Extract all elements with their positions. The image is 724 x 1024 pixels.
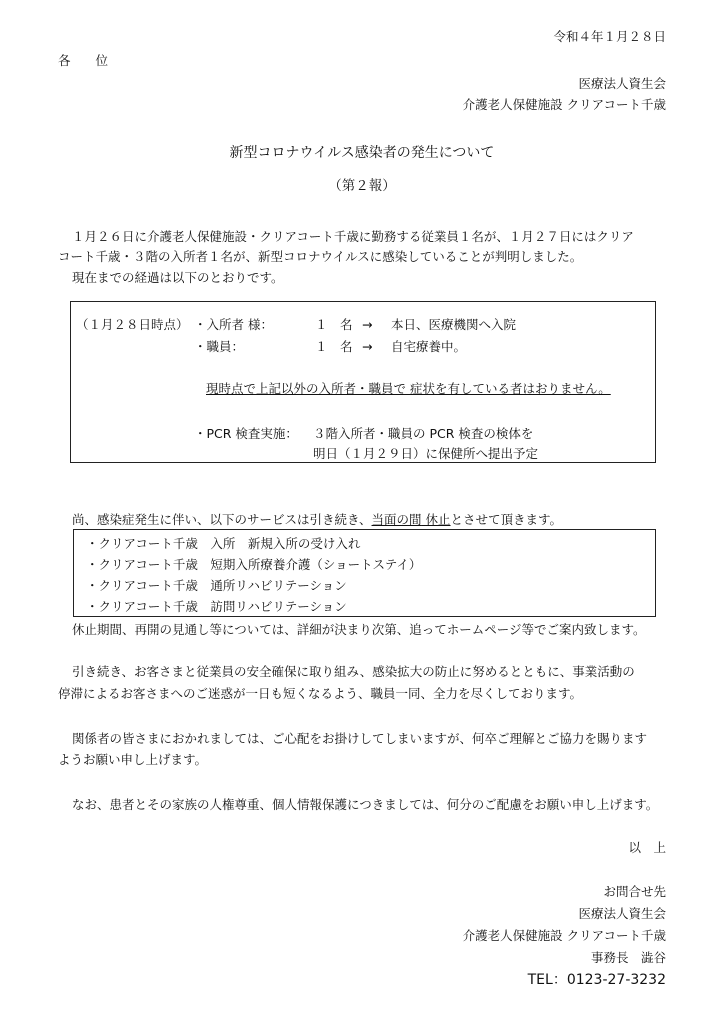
contact-tel: TEL：0123-27-3232	[527, 972, 666, 988]
paragraph-1-line-1: 引き続き、お客さまと従業員の安全確保に取り組み、感染拡大の防止に努めるとともに、事業活動の	[72, 664, 635, 679]
sender-org: 医療法人資生会	[578, 76, 666, 91]
services-after: 休止期間、再開の見通し等については、詳細が決まり次第、追ってホームページ等でご案内致します。	[72, 622, 646, 637]
paragraph-3: なお、患者とその家族の人権尊重、個人情報保護につきましては、何分のご配慮をお願い申し上げます。	[72, 797, 659, 812]
status-as-of: （１月２８日時点）	[76, 317, 189, 332]
services-period-text: 当面の間	[371, 512, 422, 527]
paragraph-2-line-2: ようお願い申し上げます。	[58, 752, 208, 767]
services-intro-post: とさせて頂きます。	[450, 512, 563, 527]
recipient: 各 位	[58, 53, 109, 68]
service-item: ・クリアコート千歳 通所リハビリテーション	[86, 578, 347, 593]
intro-line-3: 現在までの経過は以下のとおりです。	[72, 270, 284, 285]
document-subtitle: （第２報）	[328, 178, 396, 194]
contact-heading: お問合せ先	[603, 884, 666, 899]
document-date: 令和４年１月２８日	[553, 29, 666, 44]
closing: 以 上	[628, 840, 666, 855]
services-suspend-text: 休止	[425, 512, 451, 527]
status-label-staff: ・職員：	[194, 339, 245, 354]
status-count-staff: １ 名	[315, 339, 353, 354]
arrow-icon: →	[362, 339, 373, 354]
service-item: ・クリアコート千歳 訪問リハビリテーション	[86, 599, 347, 614]
paragraph-1-line-2: 停滞によるお客さまへのご迷惑が一日も短くなるよう、職員一同、全力を尽くしております。	[58, 686, 583, 701]
pcr-label: ・PCR 検査実施：	[194, 426, 298, 441]
status-residents: 本日、医療機関へ入院	[391, 317, 517, 332]
pcr-line-2: 明日（１月２９日）に保健所へ提出予定	[313, 446, 539, 461]
services-intro-pre: 尚、感染症発生に伴い、以下のサービスは引き続き、	[72, 512, 372, 527]
services-period	[372, 512, 451, 527]
service-item: ・クリアコート千歳 入所 新規入所の受け入れ	[86, 536, 361, 551]
document-title: 新型コロナウイルス感染者の発生について	[229, 145, 495, 161]
contact-org: 医療法人資生会	[578, 906, 666, 921]
intro-line-1: １月２６日に介護老人保健施設・クリアコート千歳に勤務する従業員１名が、１月２７日にはクリア	[72, 229, 634, 244]
status-staff: 自宅療養中。	[391, 339, 467, 354]
paragraph-2-line-1: 関係者の皆さまにおかれましては、ご心配をお掛けしてしまいますが、何卒ご理解とご協力を賜ります	[72, 731, 648, 746]
status-label-residents: ・入所者 様：	[194, 317, 273, 332]
services-intro	[72, 512, 562, 527]
contact-person: 事務長 澁谷	[590, 950, 666, 965]
status-note: 現時点で上記以外の入所者・職員で 症状を有している者はおりません。	[206, 381, 611, 396]
pcr-line-1: ３階入所者・職員の PCR 検査の検体を	[313, 426, 534, 441]
service-item: ・クリアコート千歳 短期入所療養介護（ショートステイ）	[86, 557, 422, 572]
status-count-residents: １ 名	[315, 317, 353, 332]
arrow-icon: →	[362, 317, 373, 332]
intro-line-2: コート千歳・３階の入所者１名が、新型コロナウイルスに感染していることが判明しました。	[58, 249, 583, 264]
sender-facility: 介護老人保健施設 クリアコート千歳	[462, 97, 666, 112]
contact-facility: 介護老人保健施設 クリアコート千歳	[462, 928, 666, 943]
